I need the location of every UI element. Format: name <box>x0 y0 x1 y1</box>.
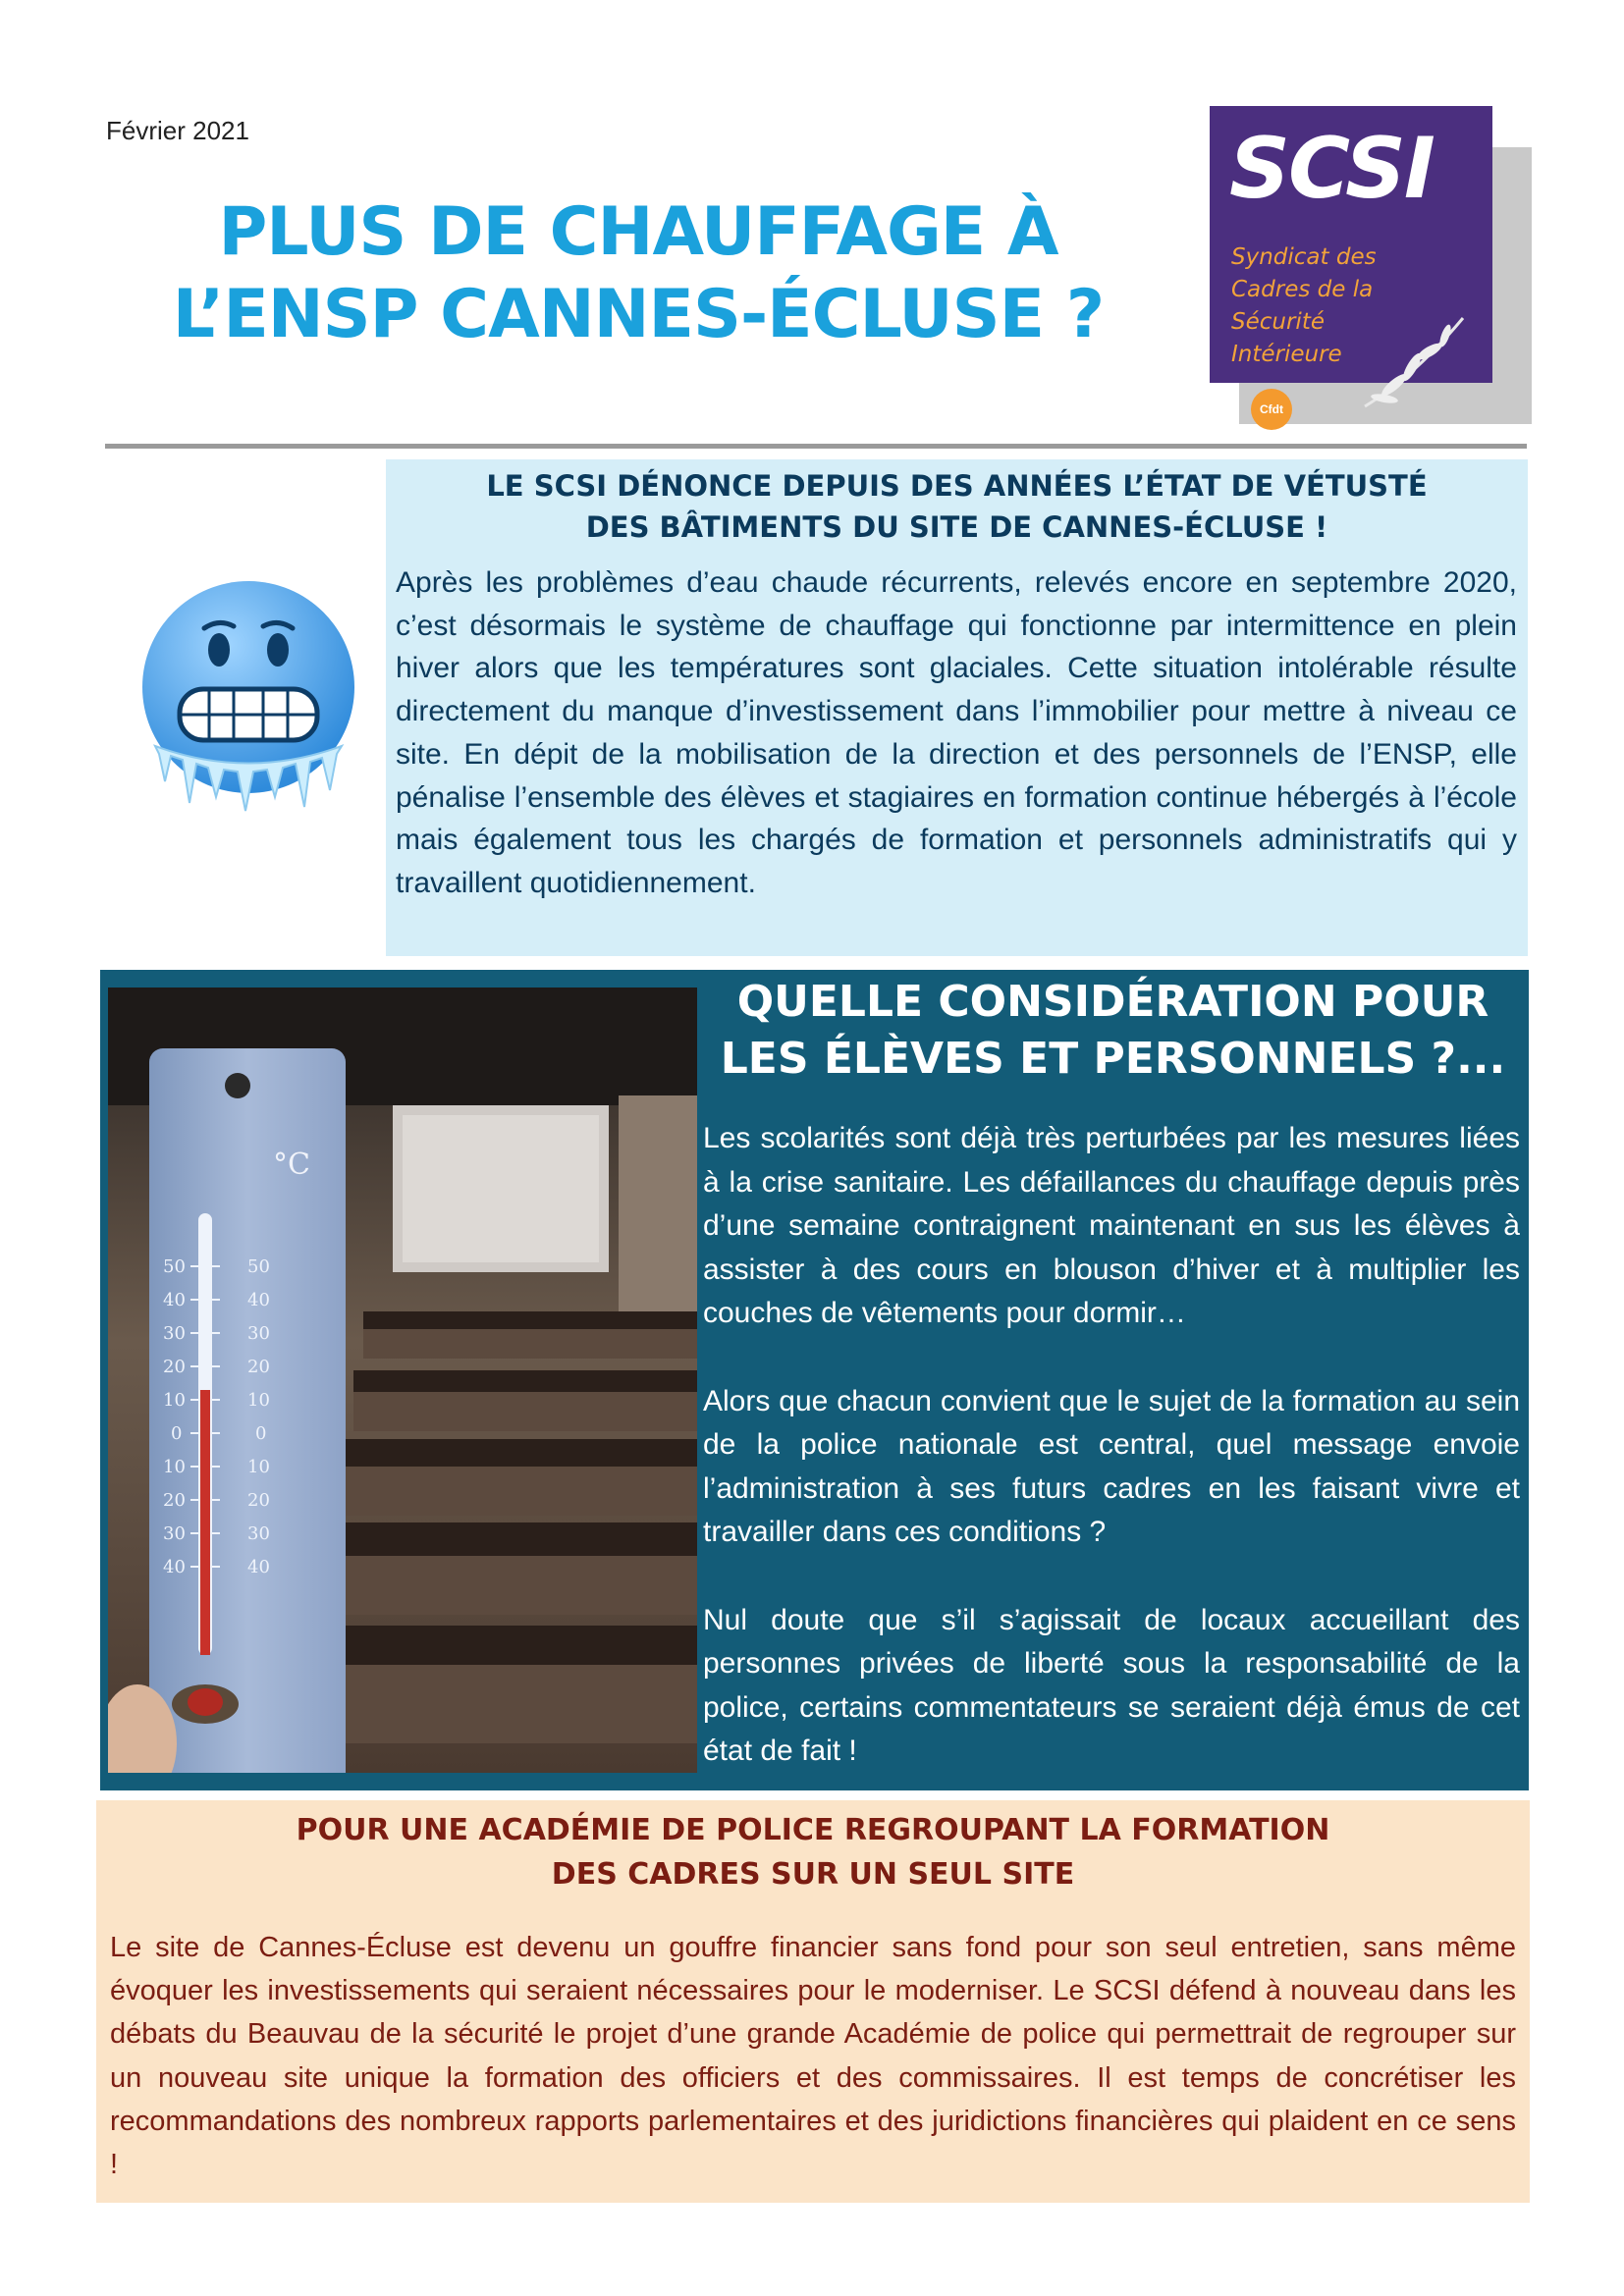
scale-label-l-4: 10 <box>163 1390 186 1411</box>
freezing-face-icon <box>135 579 361 815</box>
scale-label-l-0: 50 <box>163 1256 186 1277</box>
logo-name: SCSI <box>1229 120 1434 218</box>
scale-label-r-8: 30 <box>247 1523 270 1544</box>
scale-label-r-2: 30 <box>247 1323 270 1344</box>
section-consideration-heading-2: LES ÉLÈVES ET PERSONNELS ?... <box>720 1034 1506 1084</box>
scsi-logo <box>1210 106 1492 416</box>
section-academie-heading-2: DES CADRES SUR UN SEUL SITE <box>551 1857 1075 1892</box>
logo-tagline-3: Sécurité <box>1231 309 1325 335</box>
scale-label-l-6: 10 <box>163 1457 186 1477</box>
section-academie-body: Le site de Cannes-Écluse est devenu un gouffre financier sans fond pour son seul entretien, sans même évoquer les investissements qui seraient nécessaires pour le moderniser. Le SCSI défend à nouveau dans les débats du Beauvau de la sécurité le projet d’une grande Académie de police qui permettrait de regrouper sur un nouveau site unique la formation des officiers et des commissaires. Il est temps de concrétiser les recommandations des nombreux rapports parlementaires et des juridictions financières qui plaident en ce sens ! <box>110 1932 1516 2181</box>
section-vetuste-heading <box>386 465 1528 548</box>
scale-label-r-9: 40 <box>247 1557 270 1577</box>
section-consideration-paragraph-2: Alors que chacun convient que le sujet de la formation au sein de la police nationale est central, quel message envoie l’administration à ses futurs cadres en les faisant vivre et travailler dans ces conditions ? <box>703 1384 1520 1549</box>
section-consideration-heading <box>697 974 1529 1088</box>
section-academie-heading <box>96 1808 1530 1896</box>
scale-label-r-0: 50 <box>247 1256 270 1277</box>
section-consideration <box>100 970 1529 1790</box>
thermometer-classroom-photo <box>108 988 697 1773</box>
logo-tagline-4: Intérieure <box>1231 342 1342 367</box>
header-divider <box>105 444 1527 449</box>
section-consideration-body <box>703 1117 1520 1818</box>
scale-label-l-7: 20 <box>163 1490 186 1511</box>
scale-label-l-5: 0 <box>171 1423 183 1444</box>
logo-tagline-1: Syndicat des <box>1231 244 1377 270</box>
section-consideration-paragraph-1: Les scolarités sont déjà très perturbées par les mesures liées à la crise sanitaire. Les défaillances du chauffage depuis près d’une semaine contraignent maintenant en sus les élèves à assister à des cours en blouson d’hiver et à multiplier les couches de vêtements pour dormir… <box>703 1122 1520 1330</box>
scale-label-r-1: 40 <box>247 1290 270 1310</box>
logo-tagline-2: Cadres de la <box>1231 277 1374 302</box>
thermometer-unit: °C <box>273 1148 310 1182</box>
scale-label-r-7: 20 <box>247 1490 270 1511</box>
section-vetuste-heading-2: DES BÂTIMENTS DU SITE DE CANNES-ÉCLUSE ! <box>585 510 1328 544</box>
cfdt-badge: Cfdt <box>1251 389 1292 430</box>
section-academie <box>96 1800 1530 2203</box>
section-vetuste-heading-1: LE SCSI DÉNONCE DEPUIS DES ANNÉES L’ÉTAT DE VÉTUSTÉ <box>486 469 1428 503</box>
publication-date: Février 2021 <box>106 116 249 145</box>
scale-label-r-3: 20 <box>247 1357 270 1377</box>
scale-label-l-8: 30 <box>163 1523 186 1544</box>
title-line-2: L’ENSP CANNES-ÉCLUSE ? <box>172 276 1105 353</box>
page-title <box>108 191 1168 356</box>
title-line-1: PLUS DE CHAUFFAGE À <box>218 193 1058 271</box>
section-vetuste <box>386 459 1528 956</box>
scale-label-r-4: 10 <box>247 1390 270 1411</box>
section-consideration-heading-1: QUELLE CONSIDÉRATION POUR <box>736 977 1489 1027</box>
section-vetuste-body: Après les problèmes d’eau chaude récurrents, relevés encore en septembre 2020, c’est désormais le système de chauffage qui fonctionne par intermittence en plein hiver alors que les températures sont glaciales. Cette situation intolérable résulte directement du manque d’investissement dans l’immobilier pour mettre à niveau ce site. En dépit de la mobilisation de la direction et des personnels de l’ENSP, elle pénalise l’ensemble des élèves et stagiaires en formation continue hébergés à l’école mais également tous les chargés de formation et personnels administratifs qui y travaillent quotidiennement. <box>396 566 1517 899</box>
scale-label-l-1: 40 <box>163 1290 186 1310</box>
scale-label-l-9: 40 <box>163 1557 186 1577</box>
olive-branch-icon <box>1355 308 1473 416</box>
scale-label-r-5: 0 <box>255 1423 267 1444</box>
section-consideration-paragraph-3: Nul doute que s’il s’agissait de locaux accueillant des personnes privées de liberté sous la responsabilité de la police, certains commentateurs se seraient déjà émus de cet état de fait ! <box>703 1603 1520 1768</box>
scale-label-l-2: 30 <box>163 1323 186 1344</box>
scale-label-l-3: 20 <box>163 1357 186 1377</box>
scale-label-r-6: 10 <box>247 1457 270 1477</box>
section-academie-heading-1: POUR UNE ACADÉMIE DE POLICE REGROUPANT LA FORMATION <box>296 1813 1330 1847</box>
